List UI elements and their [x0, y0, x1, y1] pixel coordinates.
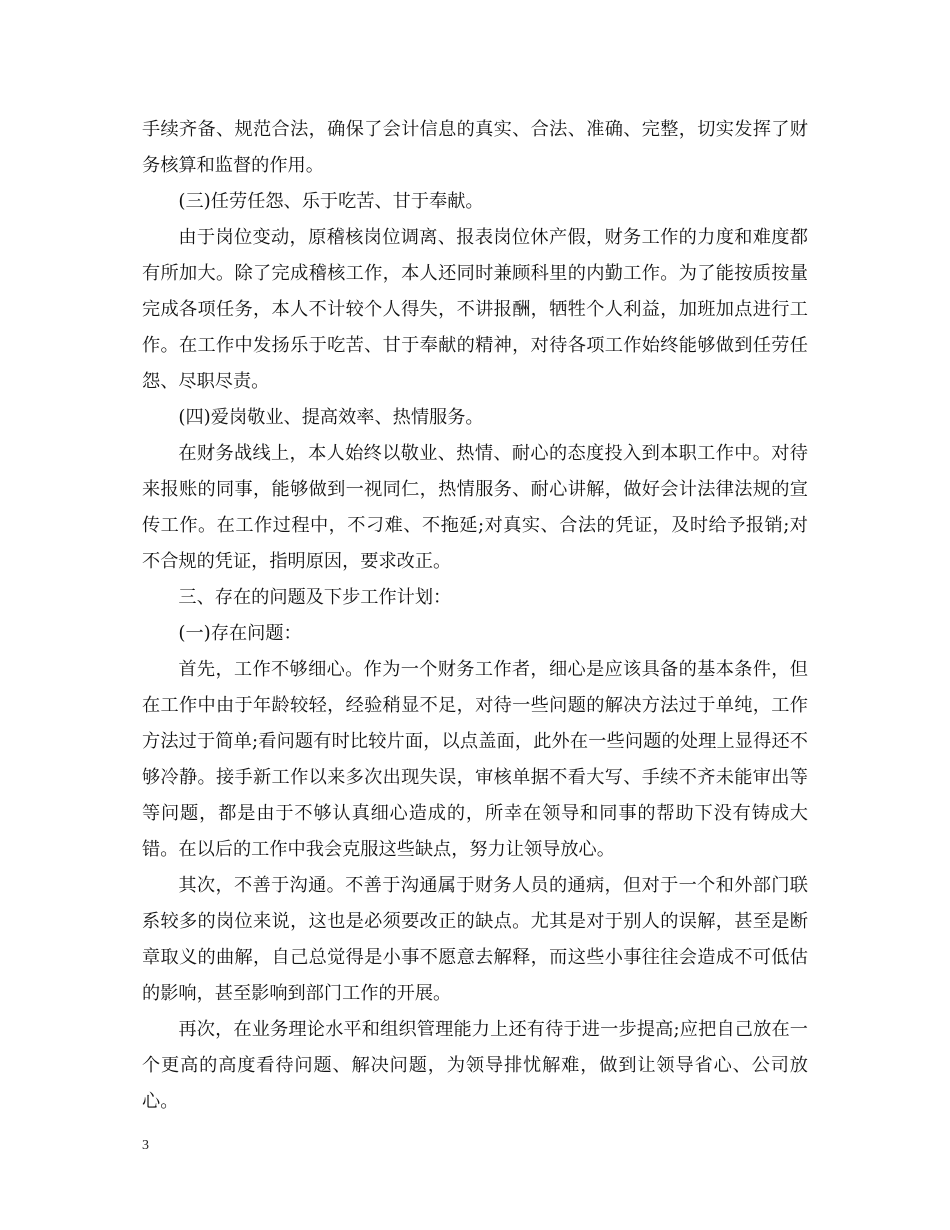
paragraph: 首先，工作不够细心。作为一个财务工作者，细心是应该具备的基本条件，但在工作中由于年龄较轻，经验稍显不足，对待一些问题的解决方法过于单纯，工作方法过于简单;看问题有时比较片面，以点盖面，此外在一些问题的处理上显得还不够冷静。接手新工作以来多次出现失误，审核单据不看大写、手续不齐未能审出等等问题，都是由于不够认真细心造成的，所幸在领导和同事的帮助下没有铸成大错。在以后的工作中我会克服这些缺点，努力让领导放心。 — [142, 659, 808, 860]
document-body — [142, 112, 808, 1120]
paragraph: 手续齐备、规范合法，确保了会计信息的真实、合法、准确、完整，切实发挥了财务核算和监督的作用。 — [142, 119, 808, 176]
section-heading-4: (四)爱岗敬业、提高效率、热情服务。 — [178, 407, 484, 428]
subsection-heading-1: (一)存在问题： — [178, 623, 302, 644]
section-heading-3: (三)任劳任怨、乐于吃苦、甘于奉献。 — [178, 191, 484, 212]
section-heading-problems: 三、存在的问题及下步工作计划： — [178, 587, 452, 608]
paragraph: 由于岗位变动，原稽核岗位调离、报表岗位休产假，财务工作的力度和难度都有所加大。除了完成稽核工作，本人还同时兼顾科里的内勤工作。为了能按质按量完成各项任务，本人不计较个人得失，不讲报酬，牺牲个人利益，加班加点进行工作。在工作中发扬乐于吃苦、甘于奉献的精神，对待各项工作始终能够做到任劳任怨、尽职尽责。 — [142, 227, 808, 392]
page-number: 3 — [142, 1138, 149, 1153]
paragraph: 在财务战线上，本人始终以敬业、热情、耐心的态度投入到本职工作中。对待来报账的同事，能够做到一视同仁，热情服务、耐心讲解，做好会计法律法规的宣传工作。在工作过程中，不刁难、不拖延;对真实、合法的凭证，及时给予报销;对不合规的凭证，指明原因，要求改正。 — [142, 443, 808, 572]
paragraph: 其次，不善于沟通。不善于沟通属于财务人员的通病，但对于一个和外部门联系较多的岗位来说，这也是必须要改正的缺点。尤其是对于别人的误解，甚至是断章取义的曲解，自己总觉得是小事不愿意去解释，而这些小事往往会造成不可低估的影响，甚至影响到部门工作的开展。 — [142, 875, 808, 1004]
paragraph: 再次，在业务理论水平和组织管理能力上还有待于进一步提高;应把自己放在一个更高的高度看待问题、解决问题，为领导排忧解难，做到让领导省心、公司放心。 — [142, 1019, 808, 1112]
